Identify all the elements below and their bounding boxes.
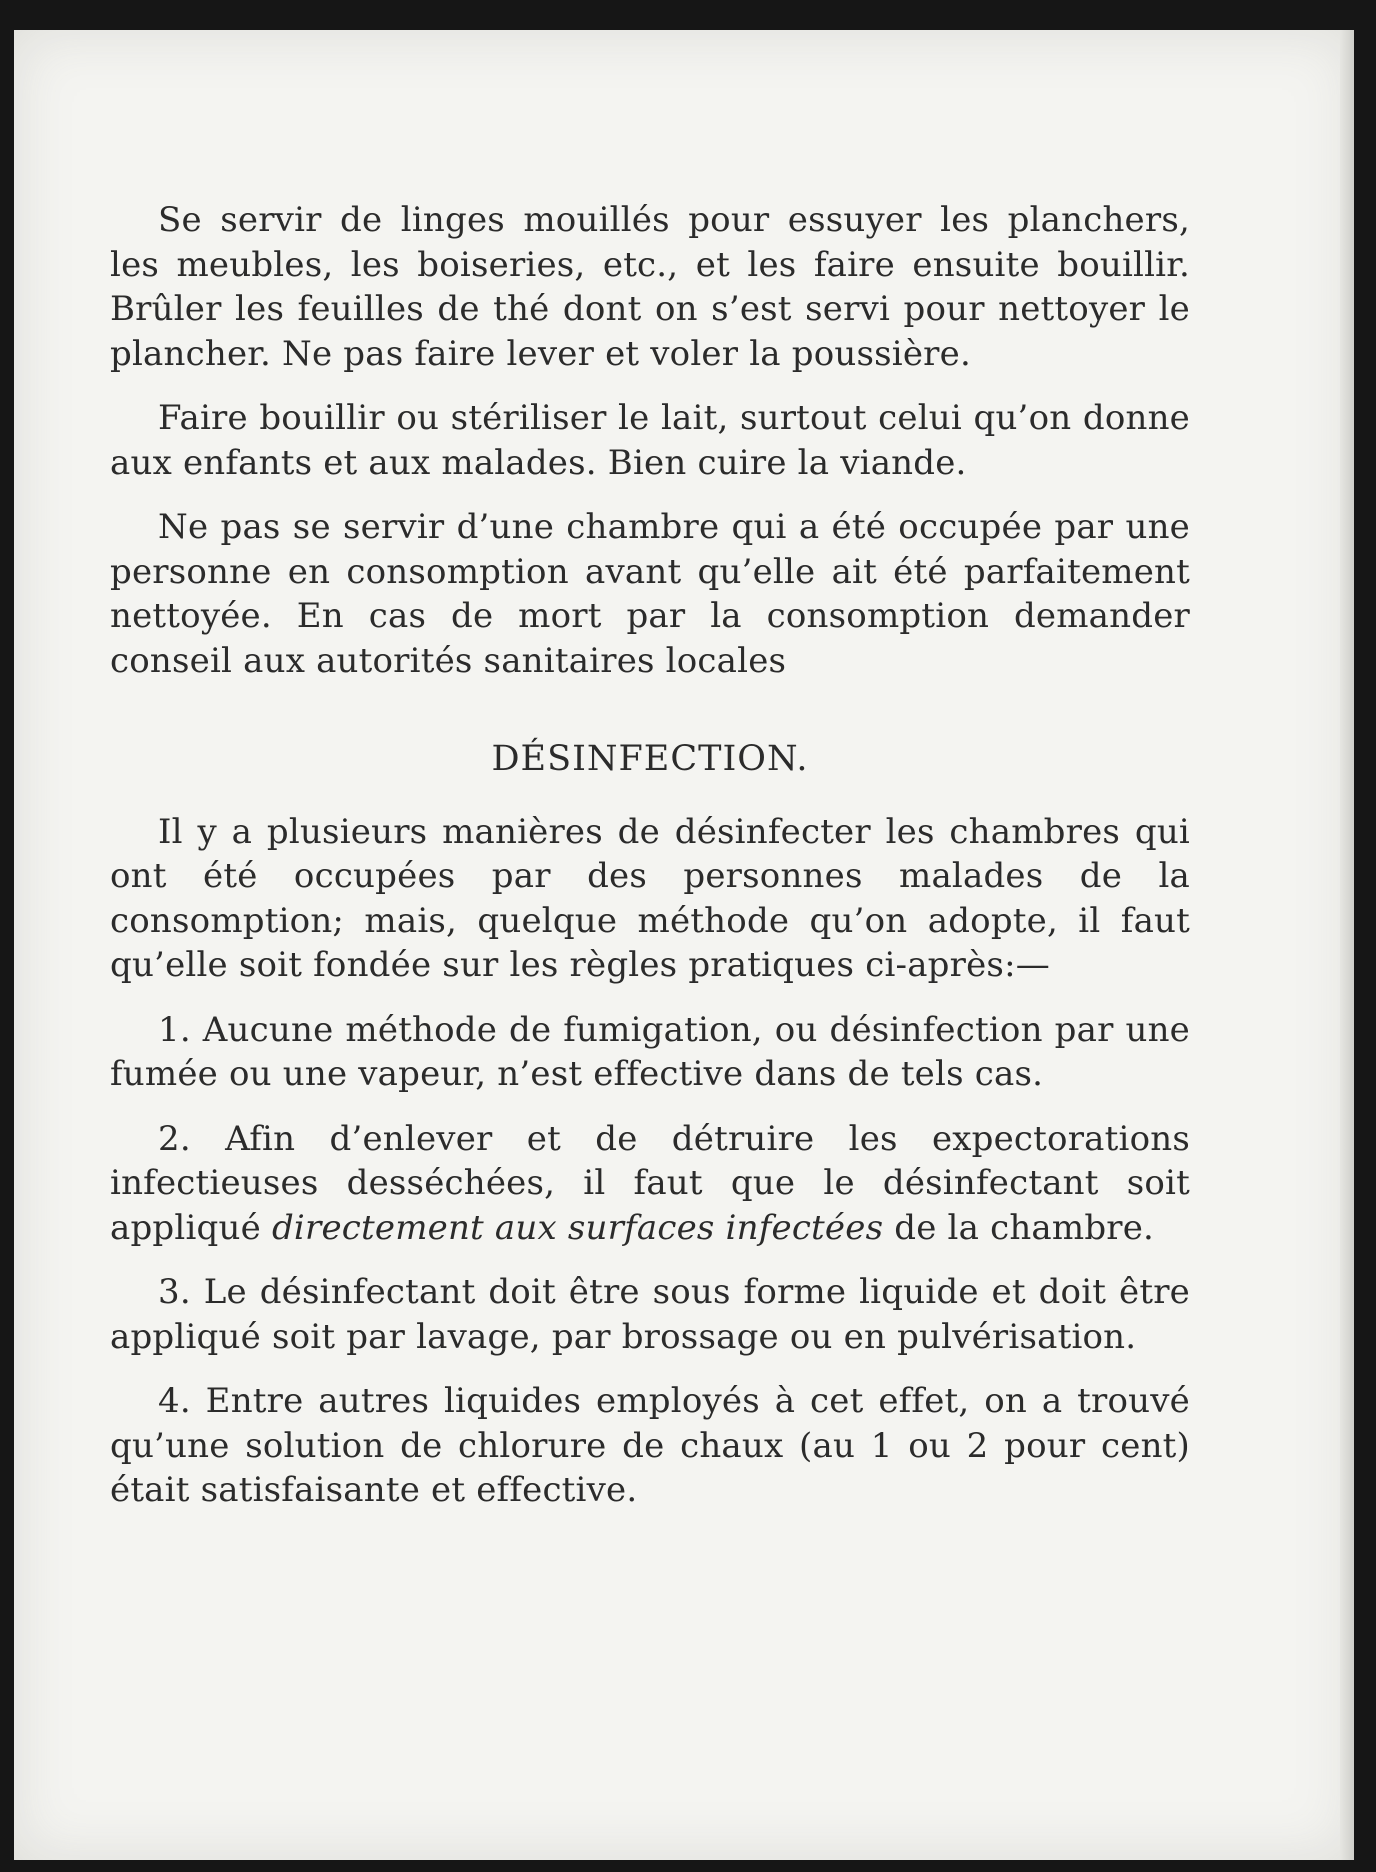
rule-item-1: 1. Aucune méthode de fumigation, ou désinfection par une fumée ou une vapeur, n’est effective dans de tels cas. <box>110 1009 1190 1094</box>
rule-item-2-text-start: 2. Afin d’enlever et de détruire les expectorations infectieuses desséchées, il faut que le désinfectant soit appliqué <box>110 1118 1190 1248</box>
paragraph-disinfection-intro: Il y a plusieurs manières de désinfecter les chambres qui ont été occupées par des personnes malades de la consomption; mais, quelque méthode qu’on adopte, il faut qu’elle soit fondée sur les règles pratiques ci-après:— <box>110 811 1190 985</box>
document-body <box>110 198 1190 1533</box>
paragraph-linen-cleaning: Se servir de linges mouillés pour essuyer les planchers, les meubles, les boiseries, etc., et les faire ensuite bouillir. Brûler les feuilles de thé dont on s’est servi pour nettoyer le plancher. Ne pas faire lever et voler la poussière. <box>110 200 1190 374</box>
rule-item-3: 3. Le désinfectant doit être sous forme liquide et doit être appliqué soit par lavage, par brossage ou en pulvérisation. <box>110 1272 1190 1357</box>
document-page <box>14 30 1354 1860</box>
rule-item-2 <box>110 1117 1190 1251</box>
paragraph-milk-sterilization: Faire bouillir ou stériliser le lait, surtout celui qu’on donne aux enfants et aux malades. Bien cuire la viande. <box>110 398 1190 483</box>
paragraph-room-cleaning: Ne pas se servir d’une chambre qui a été occupée par une personne en consomption avant qu’elle ait été parfaitement nettoyée. En cas de mort par la consomption demander conseil aux autorités sanitaires locales <box>110 507 1190 681</box>
rule-item-2-text-end: de la chambre. <box>883 1207 1155 1248</box>
page-edge <box>1340 30 1354 1860</box>
rule-item-2-emphasis: directement aux surfaces infectées <box>271 1207 884 1248</box>
section-heading: DÉSINFECTION. <box>491 739 809 779</box>
rule-item-4: 4. Entre autres liquides employés à cet effet, on a trouvé qu’une solution de chlorure de chaux (au 1 ou 2 pour cent) était satisfaisante et effective. <box>110 1381 1190 1510</box>
